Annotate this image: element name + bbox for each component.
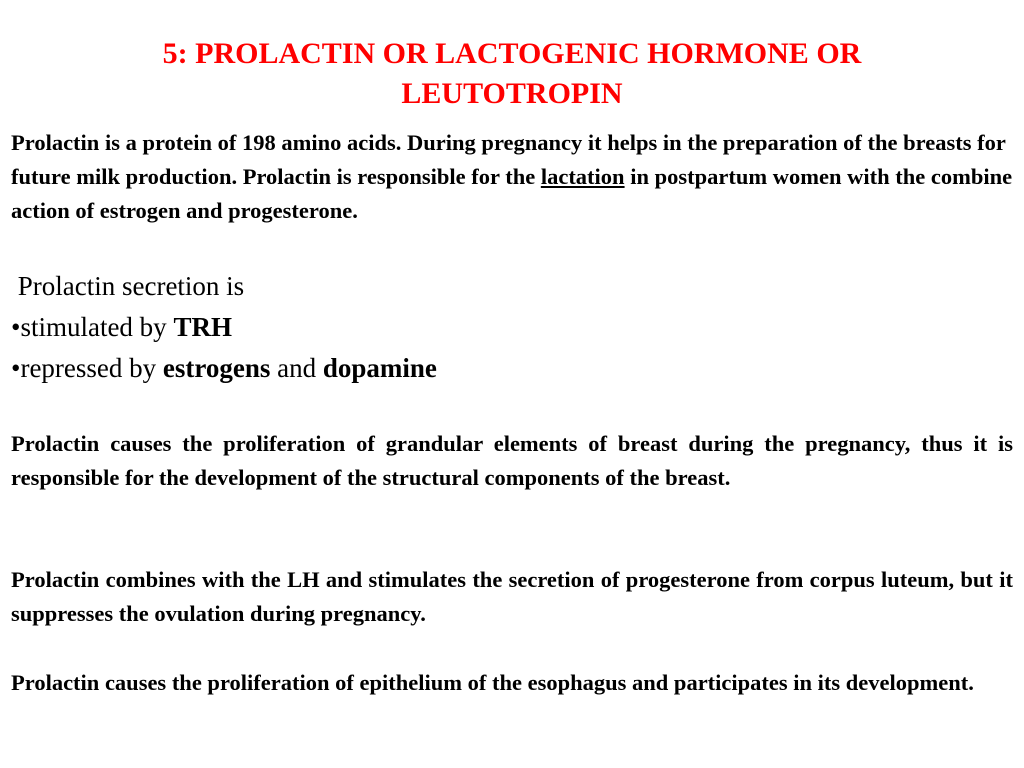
- secretion-heading: Prolactin secretion is: [17, 271, 245, 301]
- esophagus-paragraph: Prolactin causes the proliferation of epithelium of the esophagus and participates in its development.: [11, 670, 974, 695]
- title-line-1: 5: PROLACTIN OR LACTOGENIC HORMONE OR: [162, 37, 862, 70]
- bullet-repressed: [11, 348, 1013, 389]
- intro-text-end: in postpartum women with the combine action of estrogen and progesterone.: [11, 164, 1013, 223]
- estrogens-term: estrogens: [162, 353, 271, 383]
- intro-paragraph: [11, 126, 1013, 228]
- bullet-repressed-prefix: •repressed by: [11, 353, 163, 383]
- slide-title: [40, 34, 984, 114]
- lactation-link[interactable]: lactation: [540, 164, 625, 189]
- bullet-stimulated-prefix: •stimulated by: [11, 312, 174, 342]
- breast-development-paragraph: Prolactin causes the proliferation of grandular elements of breast during the pregnancy, thus it is responsible for the development of the structural components of the breast.: [11, 431, 1013, 490]
- secretion-list: [11, 266, 1013, 389]
- bullet-repressed-and: and: [270, 353, 323, 383]
- trh-term: TRH: [173, 312, 232, 342]
- title-line-2: LEUTOTROPIN: [401, 77, 623, 110]
- progesterone-paragraph: Prolactin combines with the LH and stimulates the secretion of progesterone from corpus luteum, but it suppresses the ovulation during pregnancy.: [11, 567, 1013, 626]
- bullet-stimulated: [11, 307, 1013, 348]
- intro-text-start: Prolactin is a protein of 198 amino acids. During pregnancy it helps in the preparation of the breasts for future milk production. Prolactin is responsible for the: [11, 130, 1006, 189]
- dopamine-term: dopamine: [322, 353, 437, 383]
